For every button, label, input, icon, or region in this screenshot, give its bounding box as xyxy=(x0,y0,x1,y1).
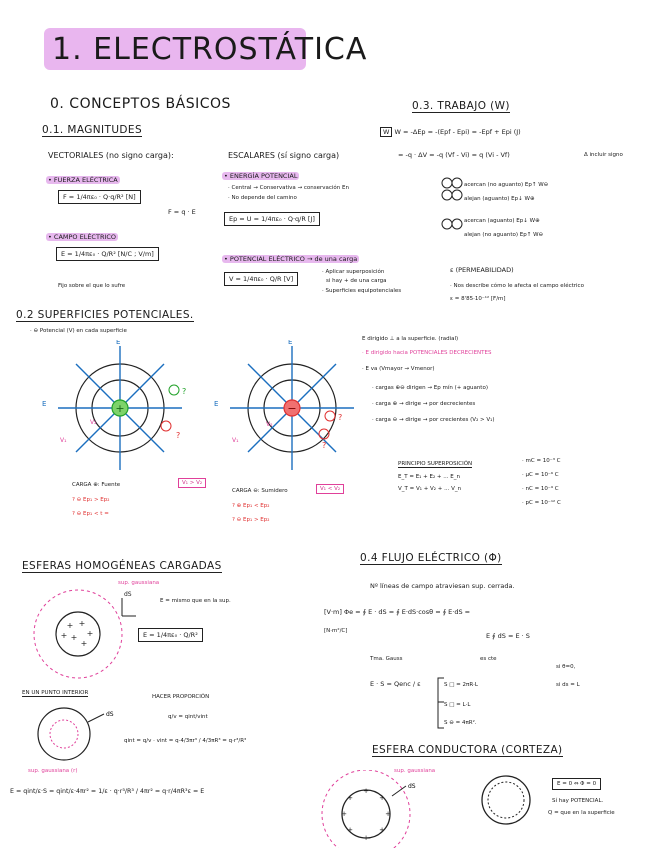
section-03-heading: 0.3. TRABAJO (W) xyxy=(412,100,510,112)
test-charge-label-1: ? xyxy=(182,387,187,396)
gauss-r-label: sup. gaussiana (r) xyxy=(28,768,78,774)
svg-text:+: + xyxy=(347,794,353,802)
trabajo-rule-4: alejan (no aguanto) Ep↑ W⊖ xyxy=(464,232,544,238)
trabajo-note: Δ incluir signo xyxy=(584,152,623,158)
potencial-label: • POTENCIAL ELÉCTRICO → de una carga xyxy=(224,255,358,263)
unit-nc: · nC = 10⁻⁹ C xyxy=(522,486,559,492)
surface-cylinder: S □ = 2πR·L xyxy=(444,682,478,688)
unit-uc: · μC = 10⁻⁶ C xyxy=(522,472,559,478)
svg-text:+: + xyxy=(80,639,88,648)
trabajo-rule-3: acercan (aguanto) Ep↓ W⊕ xyxy=(464,218,540,224)
sumidero-q1: ? ⊕ Ep₁ < Ep₂ xyxy=(232,503,270,509)
conductora-note-1: Sí hay POTENCIAL. xyxy=(552,798,604,804)
trabajo-line-2: = -q · ΔV = -q (Vf - Vi) = q (Vi - Vf) xyxy=(398,151,510,159)
negative-charge-sign: − xyxy=(287,402,297,415)
svg-text:+: + xyxy=(341,810,347,818)
interior-final-formula: E = qint/ε·S = qint/ε·4πr² = 1/ε · q·r³/R³ / 4πr² = q·r/4πR³ε = E xyxy=(10,788,205,795)
svg-text:+: + xyxy=(385,810,391,818)
proporcion-line-2: qint = q/v · vint = q·4/3πr³ / 4/3πR³ = q·r³/R³ xyxy=(124,738,247,744)
svg-text:+: + xyxy=(363,834,369,842)
diagram-source-charge xyxy=(40,340,220,480)
unit-pc: · pC = 10⁻¹² C xyxy=(522,500,561,506)
proporcion-line-1: q/v = qint/vint xyxy=(168,714,208,720)
superposicion-heading: PRINCIPIO SUPERPOSICIÓN xyxy=(398,461,473,467)
e-label-top: E xyxy=(116,340,121,346)
interior-heading: EN UN PUNTO INTERIOR xyxy=(22,690,89,696)
conductora-heading: ESFERA CONDUCTORA (CORTEZA) xyxy=(372,744,563,756)
v1-label-left: V₁ xyxy=(60,437,67,444)
conductora-note-2: Q = que en la superficie xyxy=(548,810,615,816)
potencial-note-3: · Superficies equipotenciales xyxy=(322,288,402,294)
e-label-left: E xyxy=(214,400,219,408)
perm-note-2: ε = 8'85·10⁻¹² [F/m] xyxy=(450,296,506,302)
campo-rule-5: · carga ⊕ → dirige → por decrecientes xyxy=(372,401,476,407)
campo-rule-2: · E dirigido hacia POTENCIALES DECRECIENTES xyxy=(362,350,492,356)
svg-text:+: + xyxy=(379,826,385,834)
flujo-formula-2: E ∮ dS = E · S xyxy=(486,632,530,640)
positive-charge-sign: + xyxy=(115,402,125,415)
test-charge-label-2: ? xyxy=(176,431,181,440)
surface-bracket xyxy=(434,676,446,730)
esferas-formula-box: E = 1/4πε₀ · Q/R² xyxy=(138,628,203,642)
f-qe-formula: F = q · E xyxy=(168,208,196,216)
potencial-formula-box: V = 1/4πε₀ · Q/R [V] xyxy=(224,272,298,286)
potencial-note-2: si hay + de una carga xyxy=(326,278,387,284)
svg-text:+: + xyxy=(347,826,353,834)
fuente-q2: ? ⊖ Ep₁ < t = xyxy=(72,511,109,517)
fuerza-formula-box: F = 1/4πε₀ · Q·q/R² [N] xyxy=(58,190,141,204)
trabajo-rule-2: alejan (aguanto) Ep↓ W⊕ xyxy=(464,196,535,202)
conductor-shell-diagram xyxy=(478,772,534,828)
energia-label: • ENERGÍA POTENCIAL xyxy=(224,172,298,180)
fuente-box: V₁ > V₂ xyxy=(178,478,206,488)
flujo-si-1: si θ=0, xyxy=(556,664,576,670)
superposicion-e: E_T = E₁ + E₂ + ... E_n xyxy=(398,474,460,480)
campo-rule-3: · E va (Vmayor → Vmenor) xyxy=(362,366,435,372)
v1-label-right: V₁ xyxy=(232,437,239,444)
svg-text:+: + xyxy=(66,621,74,630)
energia-formula-box: Ep = U = 1/4πε₀ · Q·q/R [J] xyxy=(224,212,320,226)
svg-text:dS: dS xyxy=(124,591,132,598)
svg-text:+: + xyxy=(363,787,369,795)
flujo-escte: es cte xyxy=(480,656,497,662)
superposicion-v: V_T = V₁ + V₂ + ... V_n xyxy=(398,486,462,492)
escalares-label: ESCALARES (sí signo carga) xyxy=(228,151,340,160)
conductor-gauss-diagram xyxy=(314,770,424,848)
sumidero-label: CARGA ⊖: Sumidero xyxy=(232,488,288,494)
proporcion-heading: HACER PROPORCIÓN xyxy=(152,694,210,700)
vectoriales-label: VECTORIALES (no signo carga): xyxy=(48,151,174,160)
conductora-gauss-label: sup. gaussiana xyxy=(394,768,436,774)
energia-note-1: · Central → Conservativa → conservación En xyxy=(228,185,349,191)
campo-rule-1: E dirigido ⊥ a la superficie. (radial) xyxy=(362,336,459,342)
test-charge-label-2: ? xyxy=(322,441,327,450)
v2-label-left: V₂ xyxy=(90,419,97,426)
fuente-q1: ? ⊖ Ep₁ > Ep₂ xyxy=(72,497,110,503)
test-charge-label-1: ? xyxy=(338,413,343,422)
conductora-box: E = 0 ⇔ Φ = 0 xyxy=(552,778,601,790)
s02-note: · ⊖ Potencial (V) en cada superficie xyxy=(30,328,127,334)
svg-text:+: + xyxy=(60,631,68,640)
page-title: 1. ELECTROSTÁTICA xyxy=(52,32,368,67)
section-02-heading: 0.2 SUPERFICIES POTENCIALES. xyxy=(16,309,194,321)
flujo-heading: 0.4 FLUJO ELÉCTRICO (Φ) xyxy=(360,552,502,564)
svg-text:+: + xyxy=(86,629,94,638)
charge-pair-icons xyxy=(440,176,464,246)
sumidero-q2: ? ⊖ Ep₁ > Ep₂ xyxy=(232,517,270,523)
diagram-sink-charge xyxy=(212,340,392,480)
surface-square: S □ = L·L xyxy=(444,702,471,708)
section-0-heading: 0. CONCEPTOS BÁSICOS xyxy=(50,96,231,112)
svg-text:+: + xyxy=(78,619,86,628)
flujo-si-2: si ds = L xyxy=(556,682,580,688)
section-01-heading: 0.1. MAGNITUDES xyxy=(42,124,143,136)
esferas-heading: ESFERAS HOMOGÉNEAS CARGADAS xyxy=(22,560,222,572)
perm-note-1: · Nos describe cómo le afecta el campo eléctrico xyxy=(450,283,584,289)
fuerza-label: • FUERZA ELÉCTRICA xyxy=(48,176,118,184)
potencial-note-1: · Aplicar superposición xyxy=(322,269,385,275)
trabajo-rule-1: acercan (no aguanto) Ep↑ W⊖ xyxy=(464,182,549,188)
unit-mc: · mC = 10⁻³ C xyxy=(522,458,561,464)
esferas-same-note: E = mismo que en la sup. xyxy=(160,598,231,604)
svg-text:+: + xyxy=(379,794,385,802)
campo-note: Fijo sobre el que lo sufre xyxy=(58,283,126,289)
interior-sphere-diagram xyxy=(24,704,124,764)
esferas-gauss-label: sup. gaussiana xyxy=(118,580,160,586)
sumidero-box: V₁ < V₂ xyxy=(316,484,344,494)
flujo-desc: Nº líneas de campo atraviesan sup. cerrada. xyxy=(370,582,515,590)
flujo-tma-gauss: Tma. Gauss xyxy=(370,656,403,662)
gauss-equation: E · S = Qenc / ε xyxy=(370,680,421,688)
flujo-formula: [V·m] Φe = ∮ E · dS = ∮ E·dS·cosθ = ∮ E·dS = xyxy=(324,608,471,616)
homog-sphere-diagram xyxy=(14,586,154,682)
flujo-unit: [N·m²/C] xyxy=(324,628,348,634)
campo-rule-4: · cargas ⊕⊖ dirigen → Ep mín (+ aguanto) xyxy=(372,385,488,391)
e-label-top: E xyxy=(288,340,293,346)
svg-text:dS: dS xyxy=(106,711,114,718)
trabajo-line-1: W W = -ΔEp = -(Epf - Epi) = -Epf + Epi (J) xyxy=(380,128,521,136)
surface-sphere: S ⊖ = 4πR². xyxy=(444,720,477,726)
v2-label-right: V₂ xyxy=(266,421,273,428)
svg-text:dS: dS xyxy=(408,783,416,790)
campo-label: • CAMPO ELÉCTRICO xyxy=(48,233,117,241)
campo-rule-6: · carga ⊖ → dirige → por crecientes (V₂ > V₁) xyxy=(372,417,495,423)
campo-formula-box: E = 1/4πε₀ · Q/R² [N/C ; V/m] xyxy=(56,247,159,261)
svg-text:+: + xyxy=(70,633,78,642)
perm-heading: ε (PERMEABILIDAD) xyxy=(450,266,514,274)
e-label-left: E xyxy=(42,400,47,408)
energia-note-2: · No depende del camino xyxy=(228,195,297,201)
fuente-label: CARGA ⊕: Fuente xyxy=(72,482,121,488)
